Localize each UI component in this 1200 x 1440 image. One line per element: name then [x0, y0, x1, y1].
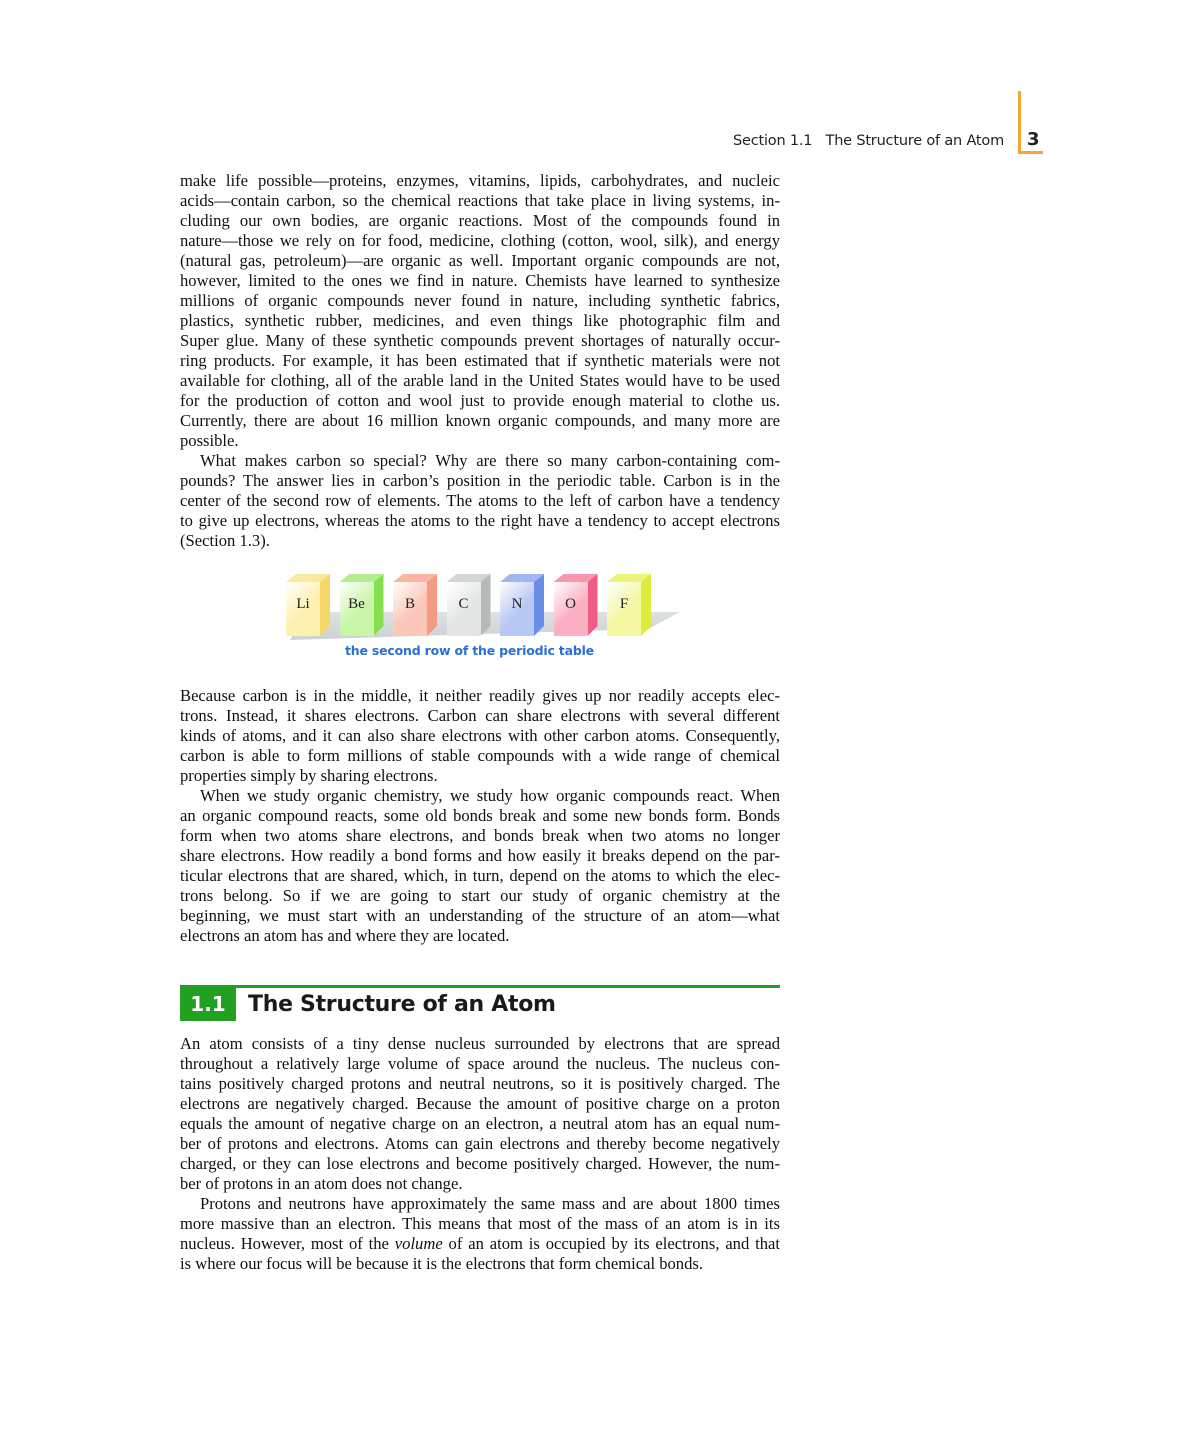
text-line: Super glue. Many of these synthetic compounds prevent shortages of naturally occur- — [180, 331, 780, 350]
body-paragraph-3 — [180, 686, 780, 786]
text-line: What makes carbon so special? Why are there so many carbon-containing com- — [200, 451, 780, 470]
text-line: carbon is able to form millions of stable compounds with a wide range of chemical — [180, 746, 780, 765]
element-block — [607, 574, 651, 636]
text-line — [180, 1234, 780, 1254]
text-line: throughout a relatively large volume of space around the nucleus. The nucleus con- — [180, 1054, 780, 1073]
element-symbol: O — [565, 596, 576, 612]
text-line: (natural gas, petroleum)—are organic as well. Important organic compounds are not, — [180, 251, 780, 270]
text-line: electrons are negatively charged. Because the amount of positive charge on a proton — [180, 1094, 780, 1113]
text-line: beginning, we must start with an understanding of the structure of an atom—what — [180, 906, 780, 925]
body-paragraph-4 — [180, 786, 780, 946]
element-block — [447, 574, 491, 636]
text-line: acids—contain carbon, so the chemical reactions that take place in living systems, in- — [180, 191, 780, 210]
text-line: available for clothing, all of the arable land in the United States would have to be used — [180, 371, 780, 390]
block-side — [481, 574, 491, 636]
block-side — [588, 574, 598, 636]
section-paragraph-2 — [180, 1194, 780, 1274]
element-block — [393, 574, 437, 636]
block-side — [427, 574, 437, 636]
text-span: of an atom is occupied by its electrons, and that — [442, 1234, 780, 1253]
running-head: Section 1.1 The Structure of an Atom — [732, 133, 1004, 149]
text-line: (Section 1.3). — [180, 531, 270, 550]
text-line: more massive than an electron. This means that most of the mass of an atom is in its — [180, 1214, 780, 1233]
emphasis-volume: volume — [394, 1234, 443, 1253]
text-line: cluding our own bodies, are organic reactions. Most of the compounds found in — [180, 211, 780, 230]
block-side — [534, 574, 544, 636]
section-title: The Structure of an Atom — [248, 992, 556, 1017]
element-symbol: Li — [296, 596, 310, 612]
text-line: When we study organic chemistry, we study how organic compounds react. When — [200, 786, 780, 805]
text-line: Protons and neutrons have approximately the same mass and are about 1800 times — [200, 1194, 780, 1213]
intro-paragraph-1 — [180, 171, 780, 451]
text-line: millions of organic compounds never found in nature, including synthetic fabrics, — [180, 291, 780, 310]
text-line: center of the second row of elements. The atoms to the left of carbon have a tendency — [180, 491, 780, 510]
element-block — [340, 574, 384, 636]
element-block — [554, 574, 598, 636]
page-number-rule — [1018, 91, 1021, 154]
text-line: An atom consists of a tiny dense nucleus surrounded by electrons that are spread — [180, 1034, 780, 1053]
text-line: ring products. For example, it has been estimated that if synthetic materials were not — [180, 351, 780, 370]
text-line: possible. — [180, 431, 239, 450]
text-line: make life possible—proteins, enzymes, vitamins, lipids, carbohydrates, and nucleic — [180, 171, 780, 190]
text-line: ber of protons and electrons. Atoms can gain electrons and thereby become negatively — [180, 1134, 780, 1153]
text-line: form when two atoms share electrons, and bonds break when two atoms no longer — [180, 826, 780, 845]
text-line: tains positively charged protons and neutral neutrons, so it is positively charged. The — [180, 1074, 780, 1093]
block-side — [374, 574, 384, 636]
text-line: Because carbon is in the middle, it neither readily gives up nor readily accepts elec- — [180, 686, 780, 705]
text-line: ber of protons in an atom does not change. — [180, 1174, 463, 1193]
text-line: for the production of cotton and wool just to provide enough material to clothe us. — [180, 391, 780, 410]
text-line: plastics, synthetic rubber, medicines, and even things like photographic film and — [180, 311, 780, 330]
page-number: 3 — [1027, 129, 1040, 150]
text-line: however, limited to the ones we find in nature. Chemists have learned to synthesize — [180, 271, 780, 290]
element-symbol: Be — [348, 596, 365, 612]
element-symbol: F — [619, 596, 629, 612]
text-line: equals the amount of negative charge on an electron, a neutral atom has an equal num- — [180, 1114, 780, 1133]
text-line: electrons an atom has and where they are located. — [180, 926, 510, 945]
text-span: nucleus. However, most of the — [180, 1234, 395, 1253]
block-side — [320, 574, 330, 636]
text-line: trons. Instead, it shares electrons. Carbon can share electrons with several different — [180, 706, 780, 725]
text-line: share electrons. How readily a bond forms and how easily it breaks depend on the par- — [180, 846, 780, 865]
element-symbol: N — [511, 596, 523, 612]
text-line: kinds of atoms, and it can also share electrons with other carbon atoms. Consequently, — [180, 726, 780, 745]
block-side — [641, 574, 651, 636]
text-line: trons belong. So if we are going to start our study of organic chemistry at the — [180, 886, 780, 905]
figure-caption: the second row of the periodic table — [345, 643, 594, 658]
page-number-rule-foot — [1018, 151, 1043, 154]
text-line: to give up electrons, whereas the atoms to the right have a tendency to accept electrons — [180, 511, 780, 530]
intro-paragraph-2 — [180, 451, 780, 551]
text-line: nature—those we rely on for food, medicine, clothing (cotton, wool, silk), and energy — [180, 231, 780, 250]
text-line: properties simply by sharing electrons. — [180, 766, 438, 785]
text-line: is where our focus will be because it is the electrons that form chemical bonds. — [180, 1254, 704, 1273]
text-line: ticular electrons that are shared, which, in turn, depend on the atoms to which the elec- — [180, 866, 780, 885]
element-block — [500, 574, 544, 636]
text-line: charged, or they can lose electrons and become positively charged. However, the num- — [180, 1154, 780, 1173]
section-number: 1.1 — [180, 988, 236, 1021]
element-block — [286, 574, 330, 636]
element-symbol: C — [458, 596, 469, 612]
text-line: an organic compound reacts, some old bonds break and some new bonds form. Bonds — [180, 806, 780, 825]
section-paragraph-1 — [180, 1034, 780, 1194]
text-line: pounds? The answer lies in carbon’s position in the periodic table. Carbon is in the — [180, 471, 780, 490]
text-line: Currently, there are about 16 million known organic compounds, and many more are — [180, 411, 780, 430]
element-symbol: B — [404, 596, 415, 612]
